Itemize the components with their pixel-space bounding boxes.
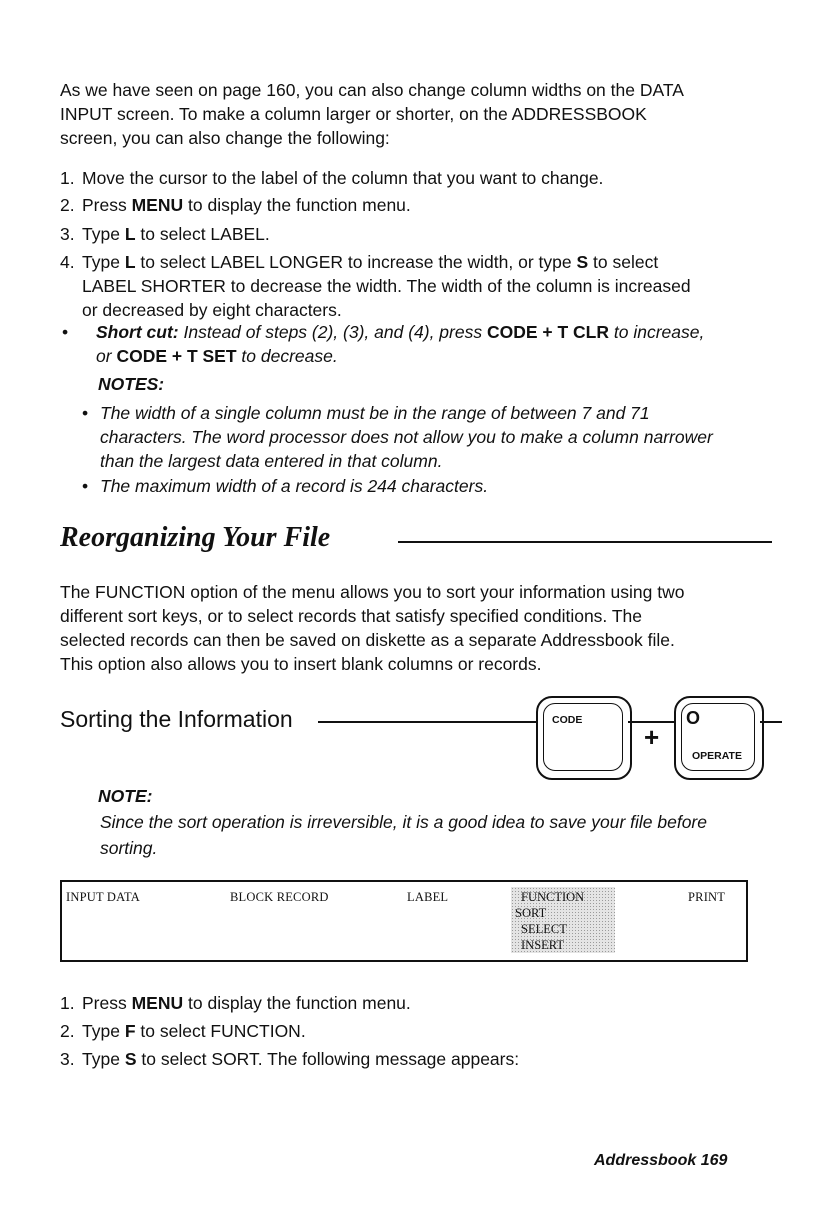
step-4-line-3: or decreased by eight characters. (82, 300, 342, 320)
operate-key-label: OPERATE (692, 750, 742, 762)
intro-line-2: INPUT screen. To make a column larger or shorter, on the ADDRESSBOOK (60, 104, 647, 124)
bullet-icon: • (82, 476, 89, 496)
menu-item-print: PRINT (688, 890, 726, 904)
shortcut-text: or (96, 346, 117, 366)
note-heading: NOTE: (98, 786, 153, 806)
function-dropdown (511, 887, 615, 953)
key-l: L (124, 224, 136, 244)
step-number: 3. (60, 1049, 75, 1069)
shortcut-text: to increase, (609, 322, 705, 342)
key-menu: MENU (131, 195, 184, 215)
step-number: 1. (60, 993, 75, 1013)
step-2-2 (60, 1019, 780, 1043)
step-text: to select SORT. The following message appears: (136, 1049, 520, 1069)
step-text: to select (588, 252, 659, 272)
shortcut-label: Short cut: (96, 322, 179, 342)
note-1-line-1: The width of a single column must be in the range of between 7 and 71 (100, 403, 650, 423)
menu-item-label: LABEL (407, 890, 449, 904)
dropdown-item-select: SELECT (521, 922, 567, 936)
step-text: to display the function menu. (183, 195, 411, 215)
shortcut-key-set: CODE + T SET (116, 346, 237, 366)
key-l: L (124, 252, 136, 272)
step-2 (60, 193, 780, 217)
note-2-text: The maximum width of a record is 244 characters. (100, 476, 489, 496)
intro-line-3: screen, you can also change the following: (60, 128, 390, 148)
step-2-1 (60, 991, 780, 1015)
section-line-4: This option also allows you to insert blank columns or records. (60, 654, 542, 674)
key-menu: MENU (131, 993, 184, 1013)
step-text: Press (82, 993, 132, 1013)
step-text: to select LABEL. (135, 224, 270, 244)
code-key-icon (536, 696, 632, 780)
section-paragraph (60, 580, 780, 676)
o-key-label: O (686, 708, 701, 728)
notes-heading: NOTES: (98, 374, 165, 394)
subsection-heading-rule (760, 721, 782, 723)
step-number: 4. (60, 252, 75, 272)
note-item-2 (98, 474, 788, 498)
shortcut-tip (96, 320, 786, 368)
plus-sign: + (644, 722, 660, 752)
step-text: Type (82, 1049, 125, 1069)
shortcut-text: Instead of steps (2), (3), and (4), press (178, 322, 487, 342)
shortcut-text: to decrease. (236, 346, 338, 366)
step-4 (60, 250, 780, 322)
step-text: Type (82, 252, 125, 272)
menu-item-function: FUNCTION (521, 890, 585, 904)
function-menu-screen (60, 880, 748, 962)
step-text: Press (82, 195, 132, 215)
section-line-3: selected records can then be saved on diskette as a separate Addressbook file. (60, 630, 675, 650)
bullet-icon: • (62, 322, 69, 342)
step-text: to display the function menu. (183, 993, 411, 1013)
key-f: F (124, 1021, 136, 1041)
dropdown-item-insert: INSERT (521, 938, 564, 952)
step-2-3 (60, 1047, 780, 1071)
step-text: Type (82, 1021, 125, 1041)
page-footer: Addressbook 169 (594, 1152, 728, 1169)
note-1-line-2: characters. The word processor does not allow you to make a column narrower (100, 427, 713, 447)
step-number: 2. (60, 1021, 75, 1041)
section-heading: Reorganizing Your File (60, 522, 331, 553)
section-heading-rule (398, 541, 772, 543)
step-number: 3. (60, 224, 75, 244)
key-s: S (124, 1049, 137, 1069)
section-line-1: The FUNCTION option of the menu allows you to sort your information using two (60, 582, 685, 602)
key-s: S (576, 252, 589, 272)
subsection-heading-rule (318, 721, 542, 723)
intro-line-1: As we have seen on page 160, you can also change column widths on the DATA (60, 80, 684, 100)
dropdown-item-sort: SORT (515, 906, 547, 920)
step-1 (60, 166, 780, 190)
note-item-1 (98, 401, 788, 473)
step-number: 2. (60, 195, 75, 215)
operate-key-icon (674, 696, 764, 780)
step-text: Type (82, 224, 125, 244)
step-3 (60, 222, 780, 246)
code-key-label: CODE (552, 714, 583, 726)
menu-item-input-data: INPUT DATA (66, 890, 141, 904)
note-line-2: sorting. (100, 838, 158, 858)
note-text (98, 809, 788, 861)
step-text: Move the cursor to the label of the column that you want to change. (82, 168, 604, 188)
step-text: to select LABEL LONGER to increase the width, or type (135, 252, 577, 272)
step-4-line-2: LABEL SHORTER to decrease the width. The width of the column is increased (82, 276, 691, 296)
subsection-heading: Sorting the Information (60, 706, 293, 732)
step-text: to select FUNCTION. (135, 1021, 306, 1041)
section-line-2: different sort keys, or to select records that satisfy specified conditions. The (60, 606, 642, 626)
note-1-line-3: than the largest data entered in that column. (100, 451, 443, 471)
intro-paragraph (60, 78, 780, 150)
step-number: 1. (60, 168, 75, 188)
menu-item-block-record: BLOCK RECORD (230, 890, 329, 904)
bullet-icon: • (82, 403, 89, 423)
shortcut-key-clr: CODE + T CLR (486, 322, 609, 342)
note-line-1: Since the sort operation is irreversible, it is a good idea to save your file before (100, 812, 707, 832)
